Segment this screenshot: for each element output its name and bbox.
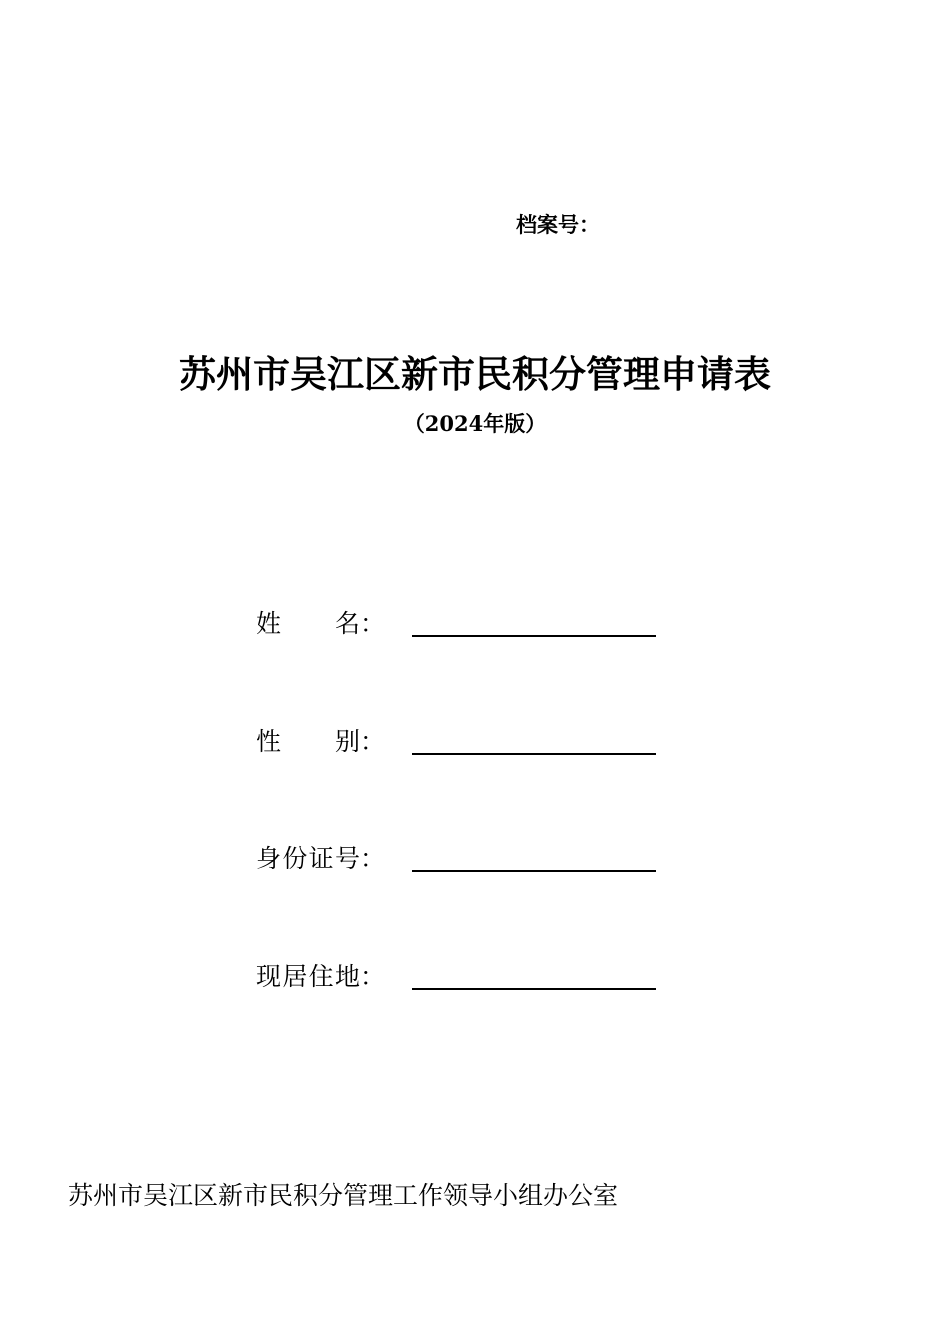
id-number-field-colon: ： bbox=[360, 844, 386, 873]
residence-field-colon: ： bbox=[360, 962, 386, 991]
edition-label: （2024年版） bbox=[403, 411, 547, 436]
name-input-line[interactable] bbox=[412, 607, 656, 637]
residence-input-line[interactable] bbox=[412, 960, 656, 990]
name-field-colon: ： bbox=[360, 609, 386, 638]
name-field-label: 姓 名 bbox=[256, 609, 360, 638]
id-number-field bbox=[256, 840, 656, 876]
issuing-office: 苏州市吴江区新市民积分管理工作领导小组办公室 bbox=[68, 1181, 619, 1210]
gender-field-colon: ： bbox=[360, 727, 386, 756]
gender-field bbox=[256, 723, 656, 759]
id-number-input-line[interactable] bbox=[412, 842, 656, 872]
document-title: 苏州市吴江区新市民积分管理申请表 bbox=[179, 352, 771, 396]
gender-input-line[interactable] bbox=[412, 725, 656, 755]
residence-field bbox=[256, 958, 656, 994]
name-field bbox=[256, 605, 656, 641]
residence-field-label: 现 居 住 地 bbox=[256, 962, 360, 991]
id-number-field-label: 身 份 证 号 bbox=[256, 844, 360, 873]
archive-number-label: 档案号： bbox=[516, 212, 600, 237]
gender-field-label: 性 别 bbox=[256, 727, 360, 756]
